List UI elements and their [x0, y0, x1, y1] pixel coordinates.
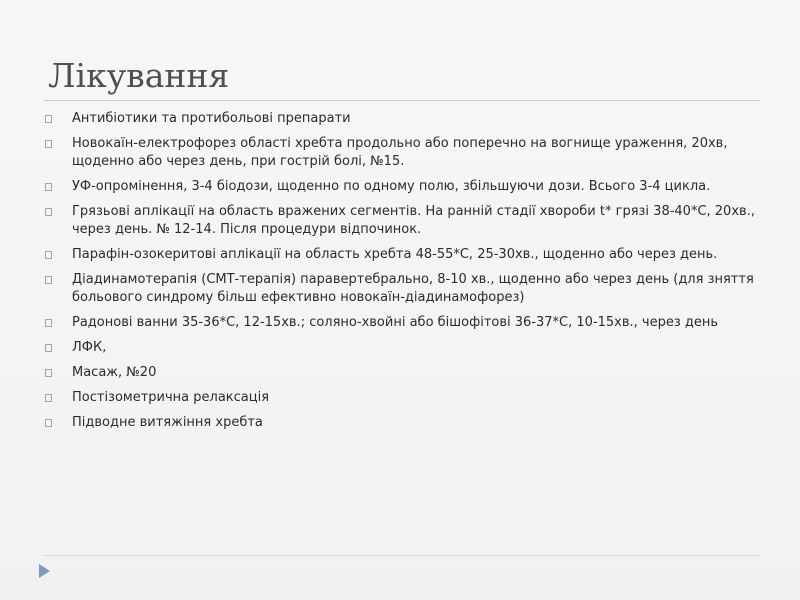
hollow-square-bullet-icon — [45, 115, 52, 123]
list-item-text: Радонові ванни 35-36*С, 12-15хв.; соляно-хвойні або бішофітові 36-37*С, 10-15хв., через день — [72, 315, 719, 330]
list-item-text: Антибіотики та протибольові препарати — [72, 111, 351, 126]
hollow-square-bullet-icon — [45, 208, 52, 216]
hollow-square-bullet-icon — [45, 344, 52, 352]
list-item — [45, 135, 765, 171]
hollow-square-bullet-icon — [45, 369, 52, 377]
footer-divider — [44, 555, 760, 556]
hollow-square-bullet-icon — [45, 319, 52, 327]
list-item — [45, 203, 765, 239]
list-item — [45, 246, 765, 264]
hollow-square-bullet-icon — [45, 394, 52, 402]
list-item-text: ЛФК, — [72, 340, 107, 355]
list-item-text: Грязьові аплікації на область вражених сегментів. На ранній стадії хвороби t* грязі 38-40*С, 20хв., через день. № 12-14. Після процедури відпочинок. — [72, 204, 755, 237]
list-item-text: Постізометрична релаксація — [72, 390, 270, 405]
title-divider — [44, 100, 760, 101]
list-item — [45, 339, 765, 357]
list-item-text: Масаж, №20 — [72, 365, 157, 380]
list-item-text: Парафін-озокеритові аплікації на область хребта 48-55*С, 25-30хв., щоденно або через день. — [72, 247, 718, 262]
hollow-square-bullet-icon — [45, 251, 52, 259]
page-title: Лікування — [48, 56, 230, 95]
triangle-nav-icon[interactable] — [38, 563, 51, 579]
list-item — [45, 110, 765, 128]
list-item — [45, 271, 765, 307]
hollow-square-bullet-icon — [45, 419, 52, 427]
hollow-square-bullet-icon — [45, 276, 52, 284]
list-item-text: УФ-опромінення, 3-4 біодози, щоденно по одному полю, збільшуючи дози. Всього 3-4 цикла. — [72, 179, 711, 194]
list-item — [45, 414, 765, 432]
list-item-text: Діадинамотерапія (СМТ-терапія) паравертебрально, 8-10 хв., щоденно або через день (для зняття больового синдрому більш ефективно новокаїн-діадинамофорез) — [72, 272, 754, 305]
list-item — [45, 314, 765, 332]
list-item-text: Новокаїн-електрофорез області хребта продольно або поперечно на вогнище ураження, 20хв, щоденно або через день, при гострій болі, №15. — [72, 136, 728, 169]
list-item-text: Підводне витяжіння хребта — [72, 415, 263, 430]
list-item — [45, 389, 765, 407]
list-item — [45, 364, 765, 382]
hollow-square-bullet-icon — [45, 183, 52, 191]
hollow-square-bullet-icon — [45, 140, 52, 148]
bullet-list — [45, 110, 765, 439]
list-item — [45, 178, 765, 196]
